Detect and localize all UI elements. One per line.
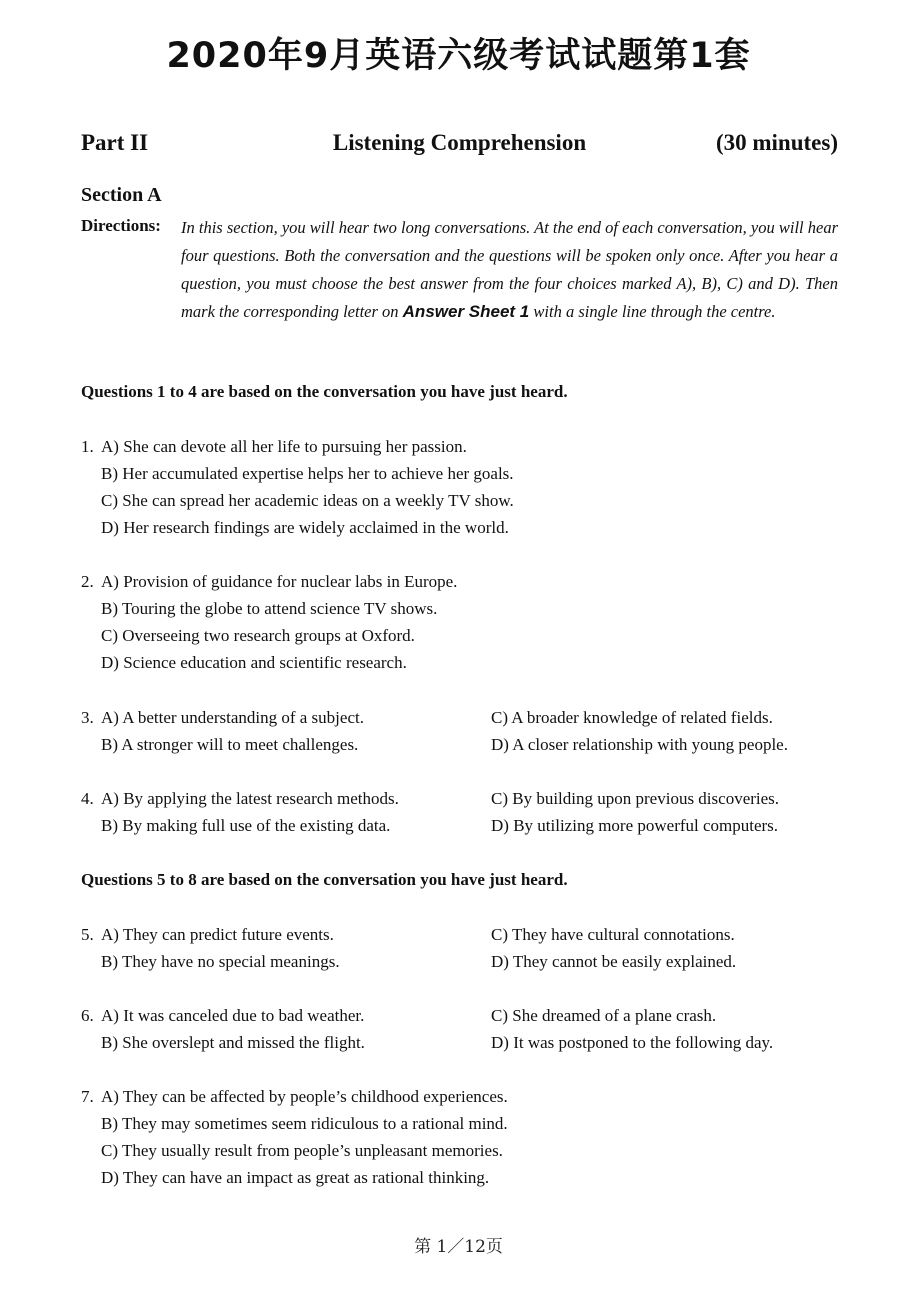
- option-d: D) They can have an impact as great as rational thinking.: [101, 1168, 490, 1187]
- option-b: B) Her accumulated expertise helps her to achieve her goals.: [101, 464, 514, 483]
- question-number: 5.: [81, 925, 94, 944]
- option-b: B) By making full use of the existing data.: [101, 816, 391, 835]
- option-b: B) Touring the globe to attend science TV shows.: [101, 599, 438, 618]
- option-c: C) By building upon previous discoveries.: [491, 789, 780, 808]
- option-d: D) They cannot be easily explained.: [491, 952, 737, 971]
- option-d: D) Her research findings are widely acclaimed in the world.: [101, 518, 509, 537]
- option-a: A) They can be affected by people’s childhood experiences.: [101, 1087, 508, 1106]
- question-number: 6.: [81, 1006, 94, 1025]
- option-d: D) It was postponed to the following day.: [491, 1033, 774, 1052]
- option-c: C) A broader knowledge of related fields.: [491, 708, 773, 727]
- option-a: A) By applying the latest research methods.: [101, 789, 399, 808]
- document-title: 2020年9月英语六级考试试题第1套: [166, 36, 751, 76]
- answer-sheet-emphasis: Answer Sheet 1: [402, 302, 530, 321]
- part-header: [81, 130, 838, 164]
- question-number: 2.: [81, 572, 94, 591]
- option-a: A) A better understanding of a subject.: [101, 708, 364, 727]
- question-number: 7.: [81, 1087, 94, 1106]
- directions-label: Directions:: [81, 216, 161, 235]
- option-b: B) They may sometimes seem ridiculous to a rational mind.: [101, 1114, 508, 1133]
- section-heading: Section A: [81, 184, 162, 206]
- option-c: C) They have cultural connotations.: [491, 925, 735, 944]
- directions-tail: with a single line through the centre.: [529, 302, 776, 321]
- option-a: A) She can devote all her life to pursuing her passion.: [101, 437, 467, 456]
- page-number: 第 1／12页: [414, 1237, 503, 1257]
- option-d: D) Science education and scientific research.: [101, 653, 407, 672]
- option-c: C) Overseeing two research groups at Oxford.: [101, 626, 415, 645]
- option-b: B) They have no special meanings.: [101, 952, 340, 971]
- directions-body: In this section, you will hear two long conversations. At the end of each conversation, you will hear four questions. Both the conversation and the questions will be spoken only once. After you hear a question, you must choose the best answer from the four choices marked A), B), C) and D). Then mark the corresponding letter on: [181, 218, 838, 321]
- option-b: B) A stronger will to meet challenges.: [101, 735, 359, 754]
- option-b: B) She overslept and missed the flight.: [101, 1033, 365, 1052]
- option-c: C) She can spread her academic ideas on a weekly TV show.: [101, 491, 514, 510]
- option-c: C) She dreamed of a plane crash.: [491, 1006, 717, 1025]
- question-number: 4.: [81, 789, 94, 808]
- question-number: 3.: [81, 708, 94, 727]
- question-group-heading: Questions 5 to 8 are based on the conversation you have just heard.: [81, 870, 568, 889]
- directions-text: [181, 214, 838, 326]
- part-name: Listening Comprehension: [332, 130, 587, 155]
- option-a: A) Provision of guidance for nuclear labs in Europe.: [101, 572, 458, 591]
- question-number: 1.: [81, 437, 94, 456]
- option-c: C) They usually result from people’s unpleasant memories.: [101, 1141, 503, 1160]
- option-d: D) A closer relationship with young people.: [491, 735, 788, 754]
- option-a: A) They can predict future events.: [101, 925, 334, 944]
- question-group-heading: Questions 1 to 4 are based on the conversation you have just heard.: [81, 382, 568, 401]
- option-a: A) It was canceled due to bad weather.: [101, 1006, 365, 1025]
- option-d: D) By utilizing more powerful computers.: [491, 816, 779, 835]
- part-time: (30 minutes): [715, 130, 838, 155]
- part-number: Part II: [81, 130, 149, 155]
